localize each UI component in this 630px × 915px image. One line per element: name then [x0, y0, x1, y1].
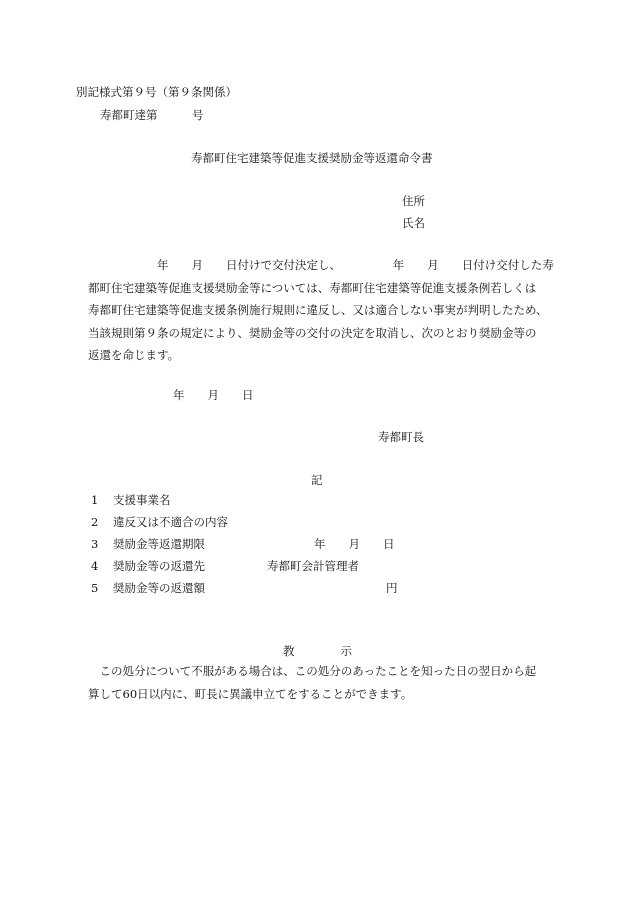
body-line: 都町住宅建築等促進支援奨励金等については、寿都町住宅建築等促進支援条例若しくは [88, 280, 537, 295]
notice-line: 算して60日以内に、町長に異議申立てをすることができます。 [88, 686, 413, 701]
body-line: 寿都町住宅建築等促進支援条例施行規則に違反し、又は適合しない事実が判明したため、 [88, 303, 548, 317]
name-label: 氏名 [402, 216, 425, 230]
issuer: 寿都町長 [378, 430, 424, 444]
item-value: 円 [386, 581, 398, 595]
item-number: 2 [91, 515, 99, 529]
notice-paragraph [88, 660, 558, 705]
body-paragraph [88, 254, 558, 367]
ki-heading: 記 [311, 473, 323, 487]
item-value: 年 月 日 [314, 537, 395, 551]
item-label: 奨励金等返還期限 [113, 537, 205, 551]
notice-heading: 教 示 [283, 644, 352, 658]
item-number: 4 [91, 559, 99, 573]
document-number: 寿都町達第 号 [100, 108, 204, 122]
item-label: 奨励金等の返還額 [113, 581, 205, 595]
item-label: 奨励金等の返還先 [113, 559, 205, 573]
address-label: 住所 [402, 194, 425, 208]
issue-date: 年 月 日 [173, 388, 254, 402]
body-line: 返還を命じます。 [88, 348, 180, 362]
item-value: 寿都町会計管理者 [267, 559, 359, 573]
item-number: 3 [91, 537, 99, 551]
body-line: 当該規則第９条の規定により、奨励金等の交付の決定を取消し、次のとおり奨励金等の [88, 325, 537, 340]
item-number: 1 [91, 493, 99, 507]
document-title: 寿都町住宅建築等促進支援奨励金等返還命令書 [191, 151, 433, 165]
item-label: 支援事業名 [113, 493, 171, 507]
notice-line: この処分について不服がある場合は、この処分のあったことを知った日の翌日から起 [88, 664, 537, 678]
item-number: 5 [91, 581, 99, 595]
body-line: 年 月 日付けで交付決定し、 年 月 日付け交付した寿 [88, 258, 554, 272]
form-label: 別記様式第９号（第９条関係） [76, 85, 237, 99]
item-label: 違反又は不適合の内容 [113, 515, 228, 529]
